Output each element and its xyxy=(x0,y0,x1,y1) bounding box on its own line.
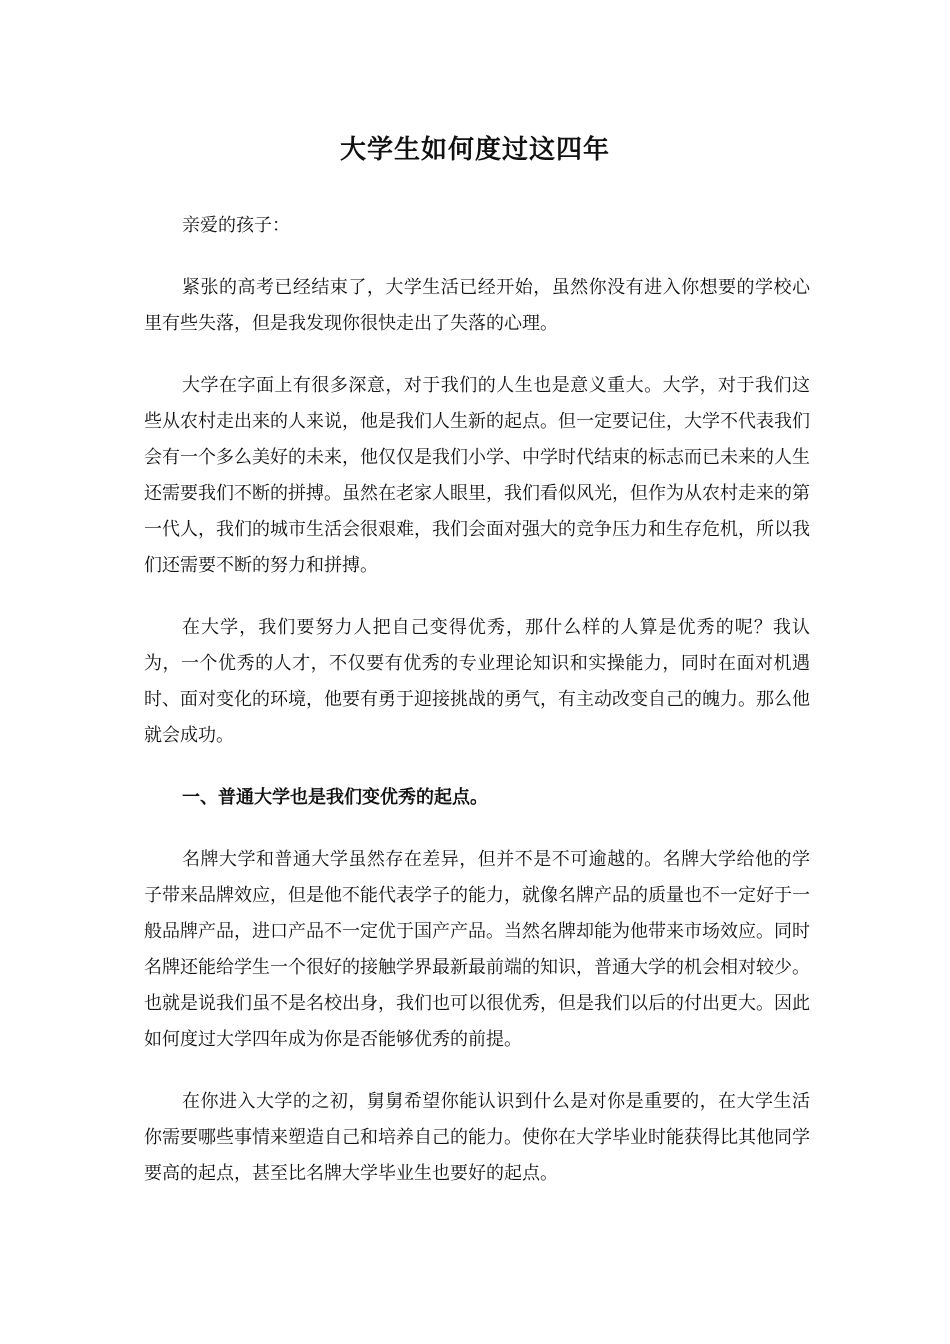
section-heading: 一、普通大学也是我们变优秀的起点。 xyxy=(182,787,488,808)
document-body xyxy=(144,208,810,1218)
paragraph: 名牌大学和普通大学虽然存在差异，但并不是不可逾越的。名牌大学给他的学子带来品牌效应，但是他不能代表学子的能力，就像名牌产品的质量也不一定好于一般品牌产品，进口产品不一定优于国产产品。当然名牌却能为他带来市场效应。同时名牌还能给学生一个很好的接触学界最新最前端的知识，普通大学的机会相对较少。也就是说我们虽不是名校出身，我们也可以很优秀，但是我们以后的付出更大。因此如何度过大学四年成为你是否能够优秀的前提。 xyxy=(144,849,810,1050)
paragraph: 在你进入大学的之初，舅舅希望你能认识到什么是对你是重要的，在大学生活你需要哪些事情来塑造自己和培养自己的能力。使你在大学毕业时能获得比其他同学要高的起点，甚至比名牌大学毕业生也要好的起点。 xyxy=(144,1091,810,1184)
paragraph: 大学在字面上有很多深意，对于我们的人生也是意义重大。大学，对于我们这些从农村走出来的人来说，他是我们人生新的起点。但一定要记住，大学不代表我们会有一个多么美好的未来，他仅仅是我们小学、中学时代结束的标志而已未来的人生还需要我们不断的拼搏。虽然在老家人眼里，我们看似风光，但作为从农村走来的第一代人，我们的城市生活会很艰难，我们会面对强大的竞争压力和生存危机，所以我们还需要不断的努力和拼搏。 xyxy=(144,375,810,576)
document-title: 大学生如何度过这四年 xyxy=(339,135,610,165)
salutation: 亲爱的孩子： xyxy=(182,215,290,236)
paragraph: 紧张的高考已经结束了，大学生活已经开始，虽然你没有进入你想要的学校心里有些失落，但是我发现你很快走出了失落的心理。 xyxy=(144,277,810,334)
paragraph: 在大学，我们要努力人把自己变得优秀，那什么样的人算是优秀的呢？我认为，一个优秀的人才，不仅要有优秀的专业理论知识和实操能力，同时在面对机遇时、面对变化的环境，他要有勇于迎接挑战的勇气，有主动改变自己的魄力。那么他就会成功。 xyxy=(144,617,810,746)
